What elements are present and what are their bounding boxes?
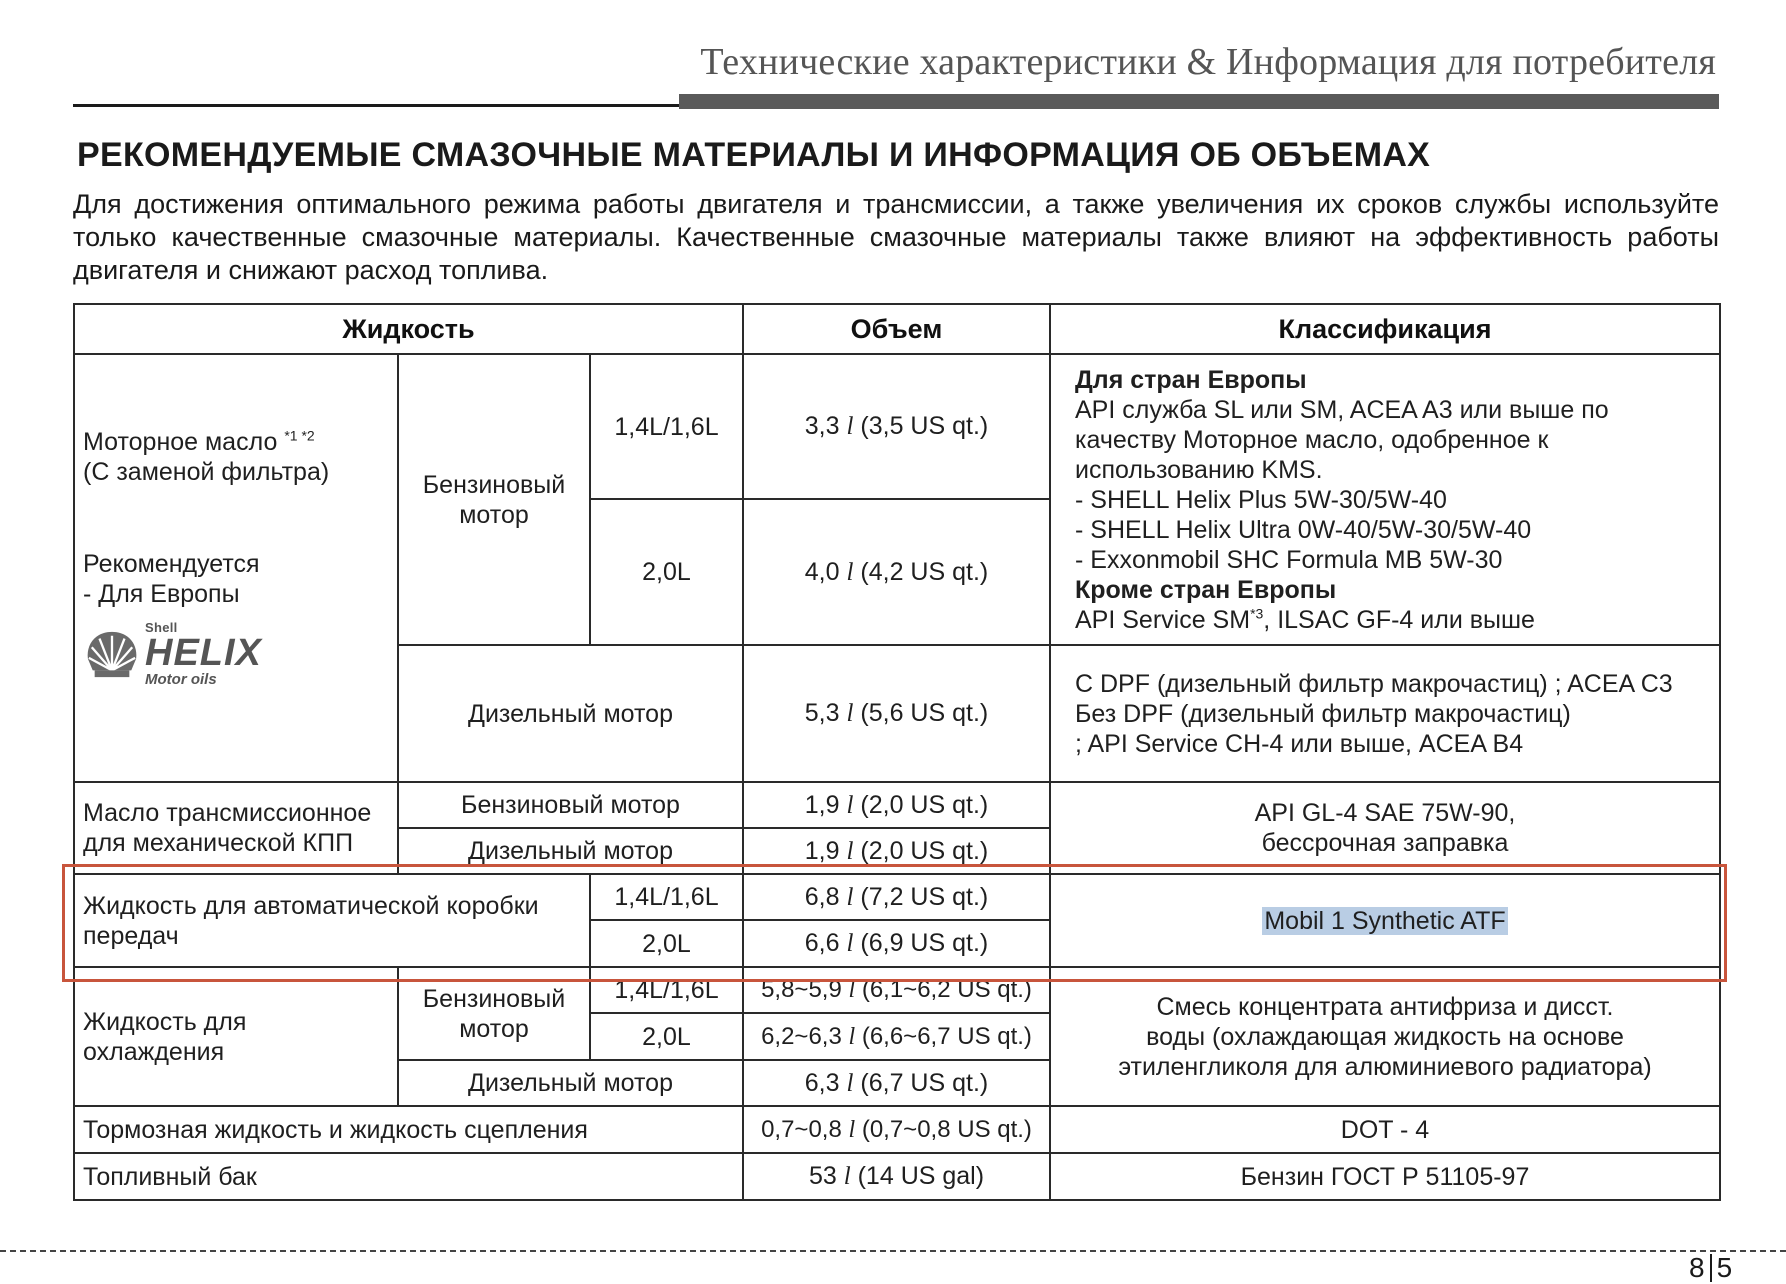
volume-number: 6,3 <box>804 1068 840 1097</box>
coolant-label: Жидкость для охлаждения <box>74 967 398 1106</box>
engine-oil-petrol-classification <box>1050 354 1720 645</box>
page-index: 5 <box>1716 1252 1733 1283</box>
class-other-text: API Service SM <box>1075 605 1251 634</box>
fuel-volume <box>743 1153 1050 1200</box>
volume-us: (3,5 US qt.) <box>860 412 989 440</box>
volume-us: (6,9 US qt.) <box>860 929 989 957</box>
volume-unit: l <box>848 977 856 1003</box>
class-line: воды (охлаждающая жидкость на основе <box>1146 1022 1624 1051</box>
volume-number: 5,3 <box>804 699 840 727</box>
engine-oil-diesel-volume <box>743 645 1050 782</box>
manual-trans-petrol-label: Бензиновый мотор <box>398 782 743 828</box>
coolant-diesel-label: Дизельный мотор <box>398 1060 743 1106</box>
footer-dashed-rule <box>0 1250 1786 1252</box>
highlight-annotation-box <box>62 864 1727 982</box>
table-row <box>74 1106 1720 1153</box>
brake-classification: DOT - 4 <box>1050 1106 1720 1153</box>
header-rule-thick <box>679 94 1719 109</box>
volume-us: (5,6 US qt.) <box>860 699 989 727</box>
table-row <box>74 354 1720 499</box>
brake-label: Тормозная жидкость и жидкость сцепления <box>74 1106 743 1153</box>
fuel-classification: Бензин ГОСТ Р 51105-97 <box>1050 1153 1720 1200</box>
header-classification: Классификация <box>1050 304 1720 354</box>
manual-trans-diesel-label: Дизельный мотор <box>398 828 743 874</box>
volume-us: (6,1~6,2 US qt.) <box>861 976 1032 1003</box>
auto-trans-engine-2: 2,0L <box>590 920 743 967</box>
volume-unit: l <box>846 930 854 957</box>
coolant-petrol-label: Бензиновый мотор <box>398 967 590 1060</box>
class-other-footnote: *3 <box>1250 605 1264 622</box>
page-title: РЕКОМЕНДУЕМЫЕ СМАЗОЧНЫЕ МАТЕРИАЛЫ И ИНФОРМАЦИЯ ОБ ОБЪЕМАХ <box>77 136 1431 174</box>
page-chapter: 8 <box>1689 1252 1705 1283</box>
engine-oil-region: - Для Европы <box>83 580 240 608</box>
header-volume: Объем <box>743 304 1050 354</box>
class-line: Без DPF (дизельный фильтр макрочастиц) <box>1075 699 1571 728</box>
intro-paragraph <box>73 188 1719 287</box>
auto-trans-engine-1: 1,4L/1,6L <box>590 874 743 920</box>
manual-trans-label: Масло трансмиссионное для механической КПП <box>74 782 398 874</box>
volume-unit: l <box>843 1163 851 1190</box>
class-line: Смесь концентрата антифриза и дисст. <box>1156 992 1614 1021</box>
engine-oil-engine-2: 2,0L <box>590 499 743 645</box>
manual-trans-classification <box>1050 782 1720 874</box>
class-line: использованию KMS. <box>1075 455 1323 484</box>
volume-unit: l <box>848 1116 856 1143</box>
auto-trans-label: Жидкость для автоматической коробки передач <box>74 874 590 967</box>
logo-name: HELIX <box>145 632 262 674</box>
volume-number: 0,7~0,8 <box>761 1115 842 1143</box>
class-other-line <box>1075 605 1711 635</box>
page-number <box>1689 1252 1732 1284</box>
class-line: API GL-4 SAE 75W-90, <box>1254 799 1516 827</box>
engine-oil-diesel-label: Дизельный мотор <box>398 645 743 782</box>
volume-us: (7,2 US qt.) <box>860 882 989 911</box>
table-row <box>74 1153 1720 1200</box>
volume-number: 4,0 <box>804 557 840 586</box>
volume-unit: l <box>846 700 854 727</box>
volume-unit: l <box>846 558 854 586</box>
table-header-row <box>74 304 1720 354</box>
header-fluid: Жидкость <box>74 304 743 354</box>
class-line: С DPF (дизельный фильтр макрочастиц) ; ACEA C3 <box>1075 669 1673 698</box>
volume-number: 6,8 <box>804 882 840 911</box>
class-other-rest: , ILSAC GF-4 или выше <box>1263 605 1535 634</box>
engine-oil-footnote: *1 *2 <box>284 427 315 444</box>
coolant-engine-1: 1,4L/1,6L <box>590 967 743 1013</box>
class-other-heading: Кроме стран Европы <box>1075 575 1337 604</box>
volume-unit: l <box>846 413 854 440</box>
brake-volume <box>743 1106 1050 1153</box>
page-number-separator <box>1710 1254 1712 1282</box>
volume-number: 6,2~6,3 <box>761 1022 842 1050</box>
shell-helix-logo <box>83 621 389 687</box>
volume-us: (14 US gal) <box>857 1162 985 1190</box>
class-line: - SHELL Helix Plus 5W-30/5W-40 <box>1075 485 1447 514</box>
class-line: API служба SL или SM, ACEA A3 или выше по <box>1075 395 1609 424</box>
header-rule-thin <box>73 104 693 107</box>
section-header-title: Технические характеристики & Информация для потребителя <box>700 41 1716 83</box>
volume-number: 53 <box>808 1162 837 1190</box>
lubricants-table <box>73 303 1721 1201</box>
class-line: ; API Service CH-4 или выше, ACEA B4 <box>1075 729 1524 758</box>
coolant-diesel-volume <box>743 1060 1050 1106</box>
class-europe-heading: Для стран Европы <box>1075 365 1307 394</box>
volume-number: 3,3 <box>804 412 840 440</box>
engine-oil-label-cell <box>74 354 398 782</box>
coolant-volume-2 <box>743 1013 1050 1060</box>
volume-number: 5,8~5,9 <box>761 976 842 1003</box>
class-line: этиленгликоля для алюминиевого радиатора) <box>1118 1052 1652 1081</box>
intro-text: Для достижения оптимального режима работы двигателя и трансмиссии, а также увеличения их сроков службы используйте только качественные смазочные материалы. Качественные смазочные материалы также влияют на эффективность работы двигателя и снижают расход топлива. <box>73 189 1719 285</box>
engine-oil-diesel-classification <box>1050 645 1720 782</box>
selected-text[interactable]: Mobil 1 Synthetic ATF <box>1264 906 1506 935</box>
engine-oil-engine-1: 1,4L/1,6L <box>590 354 743 499</box>
class-line: - Exxonmobil SHC Formula MB 5W-30 <box>1075 545 1503 574</box>
volume-us: (6,6~6,7 US qt.) <box>861 1022 1032 1050</box>
fuel-label: Топливный бак <box>74 1153 743 1200</box>
volume-unit: l <box>848 1023 856 1050</box>
volume-unit: l <box>846 883 854 911</box>
coolant-classification <box>1050 967 1720 1106</box>
coolant-engine-2: 2,0L <box>590 1013 743 1060</box>
class-line: - SHELL Helix Ultra 0W-40/5W-30/5W-40 <box>1075 515 1532 544</box>
volume-us: (0,7~0,8 US qt.) <box>861 1115 1032 1143</box>
volume-unit: l <box>846 791 854 819</box>
volume-us: (6,7 US qt.) <box>860 1068 989 1097</box>
volume-us: (2,0 US qt.) <box>860 836 989 865</box>
engine-oil-petrol-label: Бензиновый мотор <box>398 354 590 645</box>
engine-oil-filter-note: (С заменой фильтра) <box>83 458 330 486</box>
class-line: бессрочная заправка <box>1261 829 1509 857</box>
engine-oil-volume-1 <box>743 354 1050 499</box>
volume-number: 1,9 <box>804 790 840 819</box>
volume-us: (4,2 US qt.) <box>860 557 989 586</box>
class-line: качеству Моторное масло, одобренное к <box>1075 425 1549 454</box>
volume-unit: l <box>846 837 854 865</box>
shell-pecten-icon <box>83 628 141 680</box>
volume-us: (2,0 US qt.) <box>860 790 989 819</box>
engine-oil-recommended: Рекомендуется <box>83 550 260 578</box>
volume-number: 1,9 <box>804 836 840 865</box>
logo-brand: Shell <box>145 620 178 635</box>
volume-number: 6,6 <box>804 929 840 957</box>
table-row <box>74 782 1720 828</box>
engine-oil-volume-2 <box>743 499 1050 645</box>
engine-oil-label: Моторное масло <box>83 428 278 456</box>
manual-trans-petrol-volume <box>743 782 1050 828</box>
volume-unit: l <box>846 1069 854 1097</box>
logo-sub: Motor oils <box>145 671 217 688</box>
